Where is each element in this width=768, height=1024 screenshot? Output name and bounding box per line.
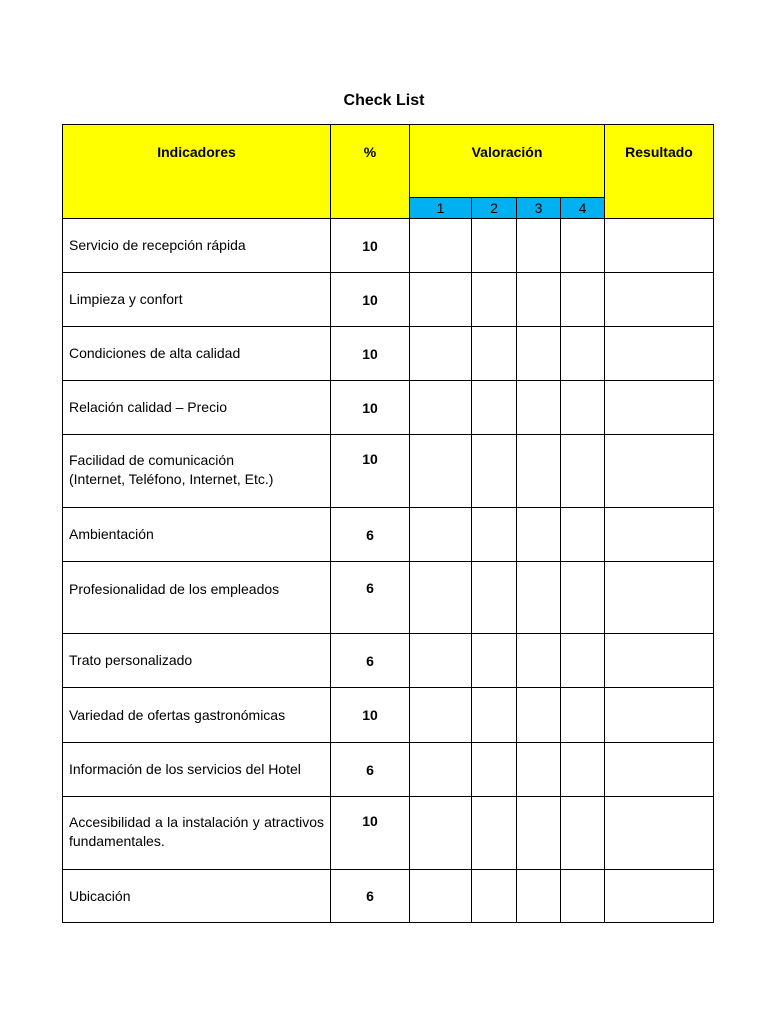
rating-cell-4[interactable] <box>561 327 605 381</box>
rating-cell-1[interactable] <box>410 219 472 273</box>
table-row <box>63 870 714 923</box>
rating-cell-1[interactable] <box>410 688 472 743</box>
rating-cell-4[interactable] <box>561 797 605 870</box>
indicador-cell: Ubicación <box>63 870 331 923</box>
resultado-cell[interactable] <box>605 797 714 870</box>
rating-cell-2[interactable] <box>472 508 517 562</box>
rating-cell-3[interactable] <box>517 562 561 634</box>
scale-4: 4 <box>561 198 605 219</box>
rating-cell-1[interactable] <box>410 743 472 797</box>
resultado-cell[interactable] <box>605 688 714 743</box>
rating-cell-4[interactable] <box>561 508 605 562</box>
rating-cell-2[interactable] <box>472 219 517 273</box>
header-resultado: Resultado <box>605 125 714 219</box>
rating-cell-2[interactable] <box>472 435 517 508</box>
table-row <box>63 688 714 743</box>
rating-cell-4[interactable] <box>561 870 605 923</box>
rating-cell-2[interactable] <box>472 381 517 435</box>
scale-1: 1 <box>410 198 472 219</box>
resultado-cell[interactable] <box>605 327 714 381</box>
resultado-cell[interactable] <box>605 273 714 327</box>
table-row <box>63 634 714 688</box>
table-row <box>63 508 714 562</box>
rating-cell-3[interactable] <box>517 634 561 688</box>
indicador-cell: Información de los servicios del Hotel <box>63 743 331 797</box>
indicador-cell: Accesibilidad a la instalación y atractivos fundamentales. <box>63 797 331 870</box>
percent-cell: 10 <box>331 219 410 273</box>
table-row <box>63 273 714 327</box>
rating-cell-2[interactable] <box>472 688 517 743</box>
indicador-cell: Condiciones de alta calidad <box>63 327 331 381</box>
table-row <box>63 743 714 797</box>
table-row <box>63 219 714 273</box>
table-row <box>63 381 714 435</box>
rating-cell-1[interactable] <box>410 634 472 688</box>
indicador-cell: Ambientación <box>63 508 331 562</box>
rating-cell-3[interactable] <box>517 273 561 327</box>
scale-2: 2 <box>472 198 517 219</box>
rating-cell-4[interactable] <box>561 743 605 797</box>
header-indicadores: Indicadores <box>63 125 331 219</box>
percent-cell: 6 <box>331 634 410 688</box>
rating-cell-3[interactable] <box>517 743 561 797</box>
indicador-cell: Profesionalidad de los empleados <box>63 562 331 634</box>
indicador-cell: Trato personalizado <box>63 634 331 688</box>
rating-cell-1[interactable] <box>410 797 472 870</box>
rating-cell-4[interactable] <box>561 688 605 743</box>
rating-cell-3[interactable] <box>517 327 561 381</box>
percent-cell: 10 <box>331 327 410 381</box>
rating-cell-4[interactable] <box>561 381 605 435</box>
table-row <box>63 327 714 381</box>
header-row <box>63 125 714 198</box>
rating-cell-3[interactable] <box>517 870 561 923</box>
rating-cell-1[interactable] <box>410 870 472 923</box>
resultado-cell[interactable] <box>605 508 714 562</box>
rating-cell-1[interactable] <box>410 327 472 381</box>
page-title: Check List <box>343 92 425 109</box>
rating-cell-4[interactable] <box>561 273 605 327</box>
indicador-cell: Relación calidad – Precio <box>63 381 331 435</box>
percent-cell: 10 <box>331 688 410 743</box>
rating-cell-3[interactable] <box>517 219 561 273</box>
rating-cell-2[interactable] <box>472 870 517 923</box>
header-valoracion: Valoración <box>410 125 605 198</box>
rating-cell-4[interactable] <box>561 219 605 273</box>
indicador-cell: Limpieza y confort <box>63 273 331 327</box>
percent-cell: 6 <box>331 508 410 562</box>
rating-cell-3[interactable] <box>517 435 561 508</box>
table-row <box>63 797 714 870</box>
rating-cell-1[interactable] <box>410 562 472 634</box>
scale-3: 3 <box>517 198 561 219</box>
rating-cell-2[interactable] <box>472 273 517 327</box>
rating-cell-4[interactable] <box>561 562 605 634</box>
table-row <box>63 562 714 634</box>
percent-cell: 6 <box>331 562 410 634</box>
indicador-cell: Variedad de ofertas gastronómicas <box>63 688 331 743</box>
rating-cell-3[interactable] <box>517 797 561 870</box>
rating-cell-2[interactable] <box>472 562 517 634</box>
rating-cell-1[interactable] <box>410 273 472 327</box>
rating-cell-1[interactable] <box>410 381 472 435</box>
resultado-cell[interactable] <box>605 435 714 508</box>
resultado-cell[interactable] <box>605 562 714 634</box>
percent-cell: 10 <box>331 435 410 508</box>
rating-cell-1[interactable] <box>410 508 472 562</box>
checklist-table <box>62 124 714 923</box>
rating-cell-2[interactable] <box>472 743 517 797</box>
percent-cell: 6 <box>331 870 410 923</box>
resultado-cell[interactable] <box>605 381 714 435</box>
percent-cell: 10 <box>331 797 410 870</box>
percent-cell: 10 <box>331 381 410 435</box>
resultado-cell[interactable] <box>605 634 714 688</box>
rating-cell-2[interactable] <box>472 797 517 870</box>
rating-cell-4[interactable] <box>561 634 605 688</box>
table-row <box>63 435 714 508</box>
indicador-cell: Servicio de recepción rápida <box>63 219 331 273</box>
resultado-cell[interactable] <box>605 870 714 923</box>
percent-cell: 10 <box>331 273 410 327</box>
rating-cell-4[interactable] <box>561 435 605 508</box>
percent-cell: 6 <box>331 743 410 797</box>
rating-cell-3[interactable] <box>517 381 561 435</box>
rating-cell-2[interactable] <box>472 634 517 688</box>
rating-cell-3[interactable] <box>517 688 561 743</box>
resultado-cell[interactable] <box>605 743 714 797</box>
indicador-cell: Facilidad de comunicación (Internet, Teléfono, Internet, Etc.) <box>63 435 331 508</box>
header-percent: % <box>331 125 410 219</box>
rating-cell-2[interactable] <box>472 327 517 381</box>
rating-cell-3[interactable] <box>517 508 561 562</box>
resultado-cell[interactable] <box>605 219 714 273</box>
rating-cell-1[interactable] <box>410 435 472 508</box>
